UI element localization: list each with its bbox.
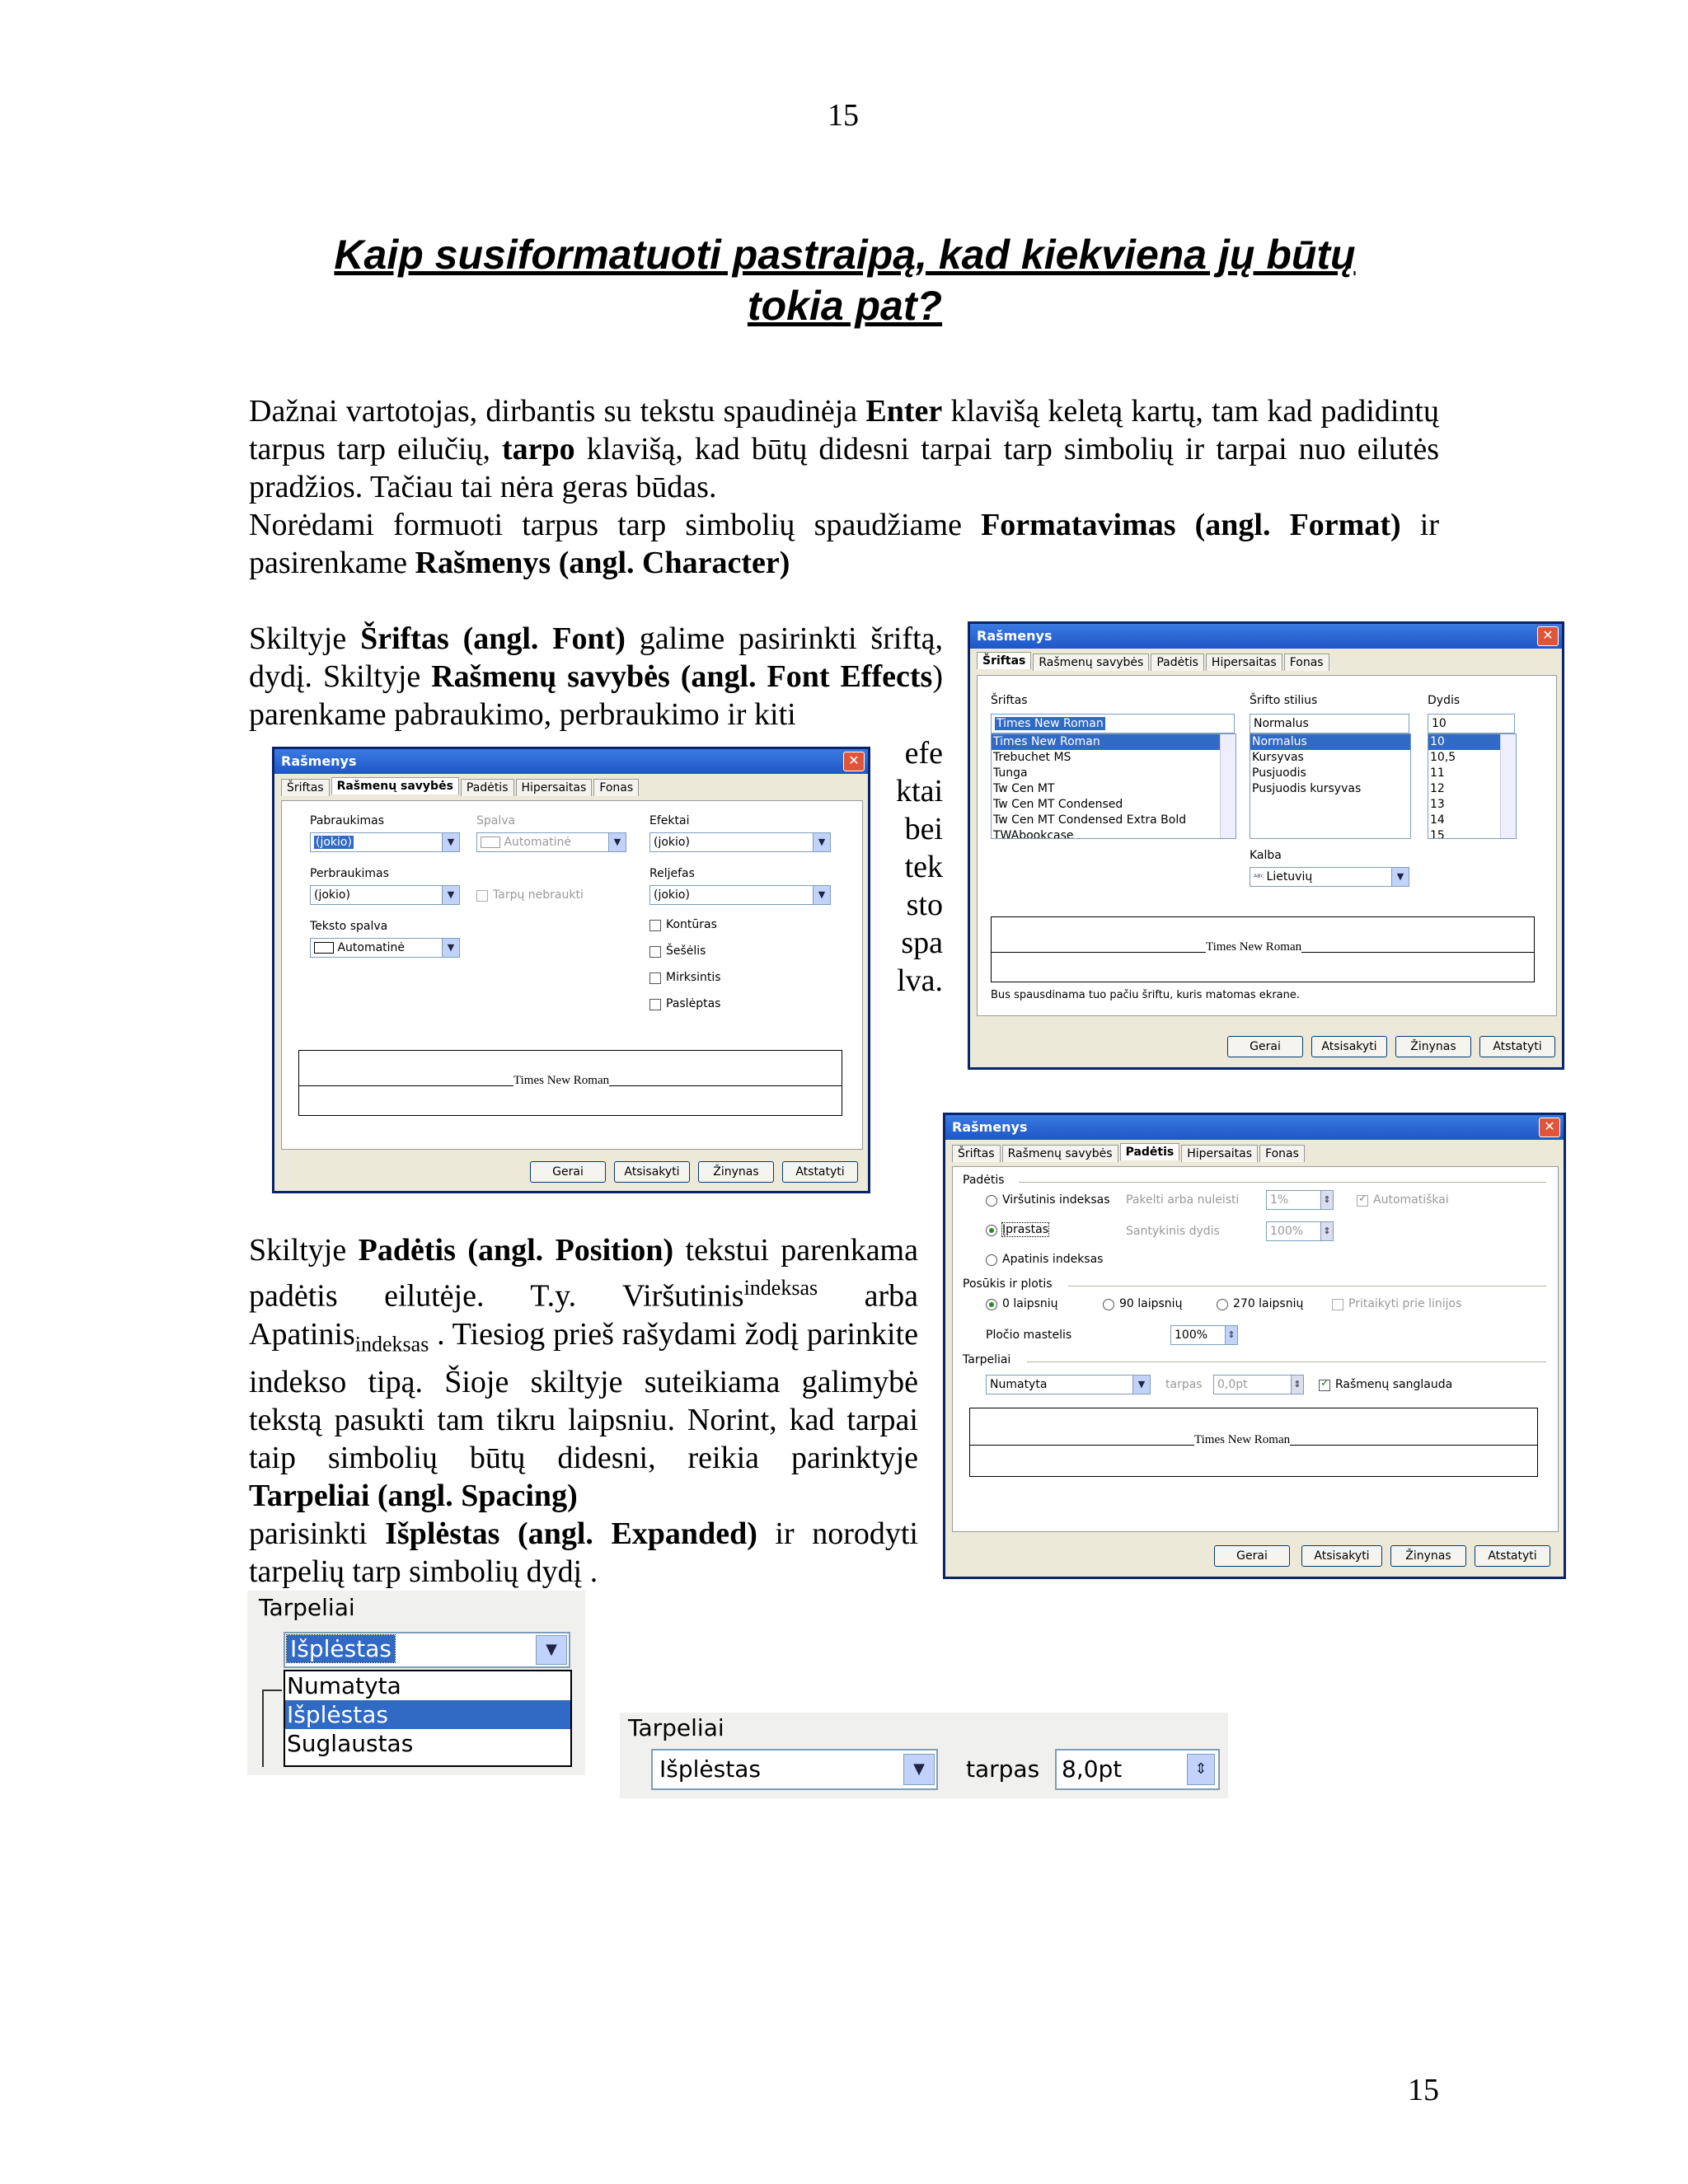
spacing-select[interactable] [651,1749,938,1790]
intro-text: klavišą, kad būtų didesni tarpai tarp simbolių ir tarpai nuo eilutės pradžios. Tačiau tai nėra geras būdas. [249,432,1439,504]
color-value: Automatinė [504,836,572,849]
font-style-input[interactable] [1250,714,1409,733]
dialog-tabs [945,1140,1564,1162]
size-label: Dydis [1428,694,1461,707]
tab-panel [952,1166,1559,1532]
outline-label: Kontūras [666,918,717,931]
printer-note: Bus spausdinama tuo pačiu šriftu, kuris matomas ekrane. [991,989,1301,1001]
chevron-down-icon[interactable]: ▼ [1132,1376,1150,1394]
no-spaces-checkbox[interactable] [476,890,488,902]
list-item[interactable]: Tunga [993,766,1028,780]
tab-font[interactable]: Šriftas [977,652,1031,669]
character-menu-term: Rašmenys (angl. Character) [415,546,790,580]
fit-line-checkbox[interactable] [1332,1299,1343,1310]
list-item[interactable]: 10 [1428,734,1516,750]
spacing-select[interactable] [284,1632,570,1668]
list-item[interactable]: TWAbookcase [993,829,1074,839]
superscript-radio[interactable] [986,1195,997,1207]
spacing-value-snippet [620,1713,1228,1798]
list-item[interactable]: 13 [1430,798,1445,811]
raise-lower-spin[interactable] [1266,1190,1334,1210]
position-section-paragraph [249,1231,918,1591]
tab-panel [977,675,1557,1016]
tab-hyperlink[interactable]: Hipersaitas [1181,1145,1258,1162]
dialog-titlebar [945,1115,1564,1140]
color-swatch [314,942,334,954]
subscript-label: Apatinis indeksas [1002,1253,1104,1266]
reset-button[interactable]: Atstatyti [782,1161,858,1183]
scale-width-value: 100% [1175,1329,1208,1342]
abc-icon: ᴬᴮᶜ [1254,874,1267,883]
shadow-label: Šešėlis [666,944,706,958]
color-label: Spalva [476,814,516,827]
dialog-titlebar [274,749,868,774]
dialog-titlebar [970,624,1562,649]
effects-select[interactable] [649,832,831,852]
effects-label: Efektai [649,814,690,827]
close-icon[interactable]: ✕ [1539,1118,1560,1137]
tab-font[interactable]: Šriftas [952,1145,1001,1162]
expanded-term: Išplėstas (angl. Expanded) [385,1516,757,1552]
list-item[interactable]: Pusjuodis [1252,766,1306,780]
preview-box [969,1408,1538,1477]
rotation-270-label: 270 laipsnių [1233,1297,1304,1310]
spacing-group-label: Tarpeliai [963,1353,1011,1366]
kerning-label: Rašmenų sanglauda [1335,1378,1453,1391]
wrap-line: spa [901,926,943,960]
language-label: Kalba [1250,849,1282,862]
help-button[interactable]: Žinynas [1390,1545,1466,1567]
underline-select[interactable] [310,832,460,852]
tab-font-effects[interactable]: Rašmenų savybės [331,777,459,794]
hidden-checkbox[interactable] [649,999,661,1010]
font-section-text: galime pasirinkti šriftą, dydį. Skiltyje [249,621,943,694]
position-text: Skiltyje [249,1233,359,1268]
format-text: ir pasirenkame [249,508,1440,580]
hidden-label: Paslėptas [666,997,721,1010]
preview-text: Times New Roman [1206,940,1302,954]
position-text: . Tiesiog prieš rašydami žodį parinkite indekso tipą. Šioje skiltyje suteikiama galimybė tekstą pasukti tam tikru laipsniu. Norint, kad tarpai taip simbolių būtų didesni, reikia parinktyje [249,1316,918,1476]
list-item[interactable]: Išplėstas [285,1700,570,1729]
space-key-term: tarpo [502,432,575,466]
position-text: tekstui parenkama padėtis eilutėje. T.y. Viršutinis [249,1233,918,1314]
chevron-down-icon[interactable]: ▼ [442,939,459,957]
tab-position[interactable]: Padėtis [1120,1143,1180,1160]
footer-page-number: 15 [1408,2073,1439,2107]
list-item[interactable]: Numatyta [287,1672,401,1699]
font-section-paragraph [249,620,943,733]
intro-paragraph [249,392,1439,506]
size-list[interactable] [1428,733,1517,839]
tab-panel [281,800,863,1150]
divider [262,1690,264,1767]
font-list[interactable] [991,733,1236,839]
tab-background[interactable]: Fonas [1259,1145,1305,1162]
page-title [247,229,1442,331]
font-section-text: Skiltyje [249,621,361,656]
no-spaces-label: Tarpų nebraukti [493,888,584,902]
tab-font-effects[interactable]: Rašmenų savybės [1033,654,1149,671]
position-tab-term: Padėtis (angl. Position) [358,1233,674,1268]
wrap-line: ktai [896,774,943,808]
list-item[interactable]: Suglaustas [287,1730,414,1757]
list-item[interactable]: 12 [1430,782,1445,795]
ok-button[interactable]: Gerai [1214,1545,1290,1567]
relief-value: (jokio) [654,888,690,902]
blinking-label: Mirksintis [666,971,721,984]
spacing-by-value: 8,0pt [1062,1755,1123,1783]
relative-size-spin[interactable] [1266,1221,1334,1241]
enter-key-term: Enter [865,394,943,429]
position-text: ir norodyti tarpelių tarp simbolių dydį . [249,1516,918,1590]
close-icon[interactable]: ✕ [843,752,865,771]
chevron-down-icon[interactable]: ▼ [536,1635,567,1665]
blinking-checkbox[interactable] [649,972,661,984]
intro-text: klavišą keletą kartų, tam kad padidintų tarpus tarp eilučių, [249,394,1439,466]
spin-icon[interactable]: ⇕ [1187,1754,1215,1785]
close-icon[interactable]: ✕ [1537,626,1559,646]
normal-radio[interactable] [986,1225,997,1236]
spacing-value: Išplėstas [659,1755,761,1783]
kerning-checkbox[interactable]: ✓ [1320,1377,1329,1390]
style-list[interactable] [1250,733,1411,839]
rotation-0-label: 0 laipsnių [1002,1297,1058,1310]
scale-width-spin[interactable] [1170,1325,1238,1345]
normal-label: Įprastas [1002,1223,1049,1236]
rotation-270-radio[interactable] [1217,1299,1228,1310]
preview-box [991,916,1535,982]
auto-label: Automatiškai [1373,1193,1449,1207]
rotation-0-radio[interactable] [986,1299,997,1310]
ok-button[interactable]: Gerai [530,1161,606,1183]
relief-label: Reljefas [649,867,695,880]
spacing-value: Numatyta [990,1378,1048,1391]
relief-select[interactable] [649,885,831,905]
wrap-line: tek [904,850,943,884]
tab-hyperlink[interactable]: Hipersaitas [516,779,593,796]
tab-position[interactable]: Padėtis [461,779,514,796]
text-color-label: Teksto spalva [310,920,388,933]
text-color-select[interactable] [310,938,460,958]
style-label: Šrifto stilius [1250,694,1318,707]
divider [262,1690,282,1691]
spacing-group-label: Tarpeliai [628,1714,724,1741]
cancel-button[interactable]: Atsisakyti [1301,1545,1382,1567]
font-section-text: ) parenkame pabraukimo, perbraukimo ir kiti [249,659,943,732]
preview-text: Times New Roman [513,1074,610,1087]
format-paragraph [249,506,1439,582]
text-color-value: Automatinė [337,941,406,954]
help-button[interactable]: Žinynas [1395,1036,1471,1057]
divider [1019,1182,1546,1183]
font-name-input[interactable] [991,714,1235,733]
raise-lower-value: 1% [1270,1193,1289,1207]
spin-icon[interactable]: ⇕ [1225,1326,1237,1344]
font-name-value: Times New Roman [996,717,1104,730]
dialog-title: Rašmenys [281,753,357,769]
wrap-line: bei [904,812,943,846]
effects-value: (jokio) [654,836,690,849]
list-item[interactable]: Times New Roman [992,734,1236,750]
position-group-label: Padėtis [963,1174,1005,1187]
intro-text: Dažnai vartotojas, dirbantis su tekstu spaudinėja [249,394,866,429]
spacing-select[interactable] [986,1375,1151,1394]
relative-size-value: 100% [1270,1225,1304,1238]
outline-checkbox[interactable] [649,920,661,931]
chevron-down-icon[interactable]: ▼ [608,833,626,851]
dialog-tabs [274,774,868,796]
chevron-down-icon[interactable]: ▼ [813,833,830,851]
font-label: Šriftas [991,694,1028,707]
ok-button[interactable]: Gerai [1227,1036,1303,1057]
wrap-line: efe [904,736,943,771]
title-line-1: Kaip susiformatuoti pastraipą, kad kiekviena jų būtų [334,232,1356,278]
color-swatch [481,837,500,848]
cancel-button[interactable]: Atsisakyti [1311,1036,1387,1057]
language-value: Lietuvių [1266,870,1313,883]
list-item[interactable]: 14 [1430,813,1445,827]
position-text: arba Apatinis [249,1278,918,1352]
font-tab-term: Šriftas (angl. Font) [360,621,626,656]
scrollbar[interactable] [1220,734,1236,838]
font-size-value: 10 [1432,717,1447,730]
scrollbar[interactable] [1500,734,1516,838]
list-item[interactable]: Trebuchet MS [993,751,1071,764]
spin-icon[interactable]: ⇕ [1320,1191,1333,1209]
language-select[interactable] [1250,867,1409,887]
spacing-by-label: tarpas [1165,1378,1203,1391]
rotation-90-radio[interactable] [1103,1299,1114,1310]
spacing-by-spin[interactable] [1055,1749,1220,1790]
spin-icon[interactable]: ⇕ [1320,1222,1333,1240]
wrapped-text-column [890,734,943,1000]
spacing-dropdown-snippet [247,1591,585,1775]
dialog-title: Rašmenys [952,1119,1028,1135]
spin-icon[interactable]: ⇕ [1291,1376,1303,1394]
list-item[interactable]: Pusjuodis kursyvas [1252,782,1362,795]
header-page-number: 15 [828,98,859,133]
subscript-radio[interactable] [986,1254,997,1266]
chevron-down-icon[interactable]: ▼ [1391,868,1409,886]
tab-hyperlink[interactable]: Hipersaitas [1206,654,1282,671]
reset-button[interactable]: Atstatyti [1479,1036,1555,1057]
chevron-down-icon[interactable]: ▼ [442,886,459,904]
preview-box [298,1050,842,1116]
underline-label: Pabraukimas [310,814,384,827]
wrap-line: lva. [897,963,943,998]
format-menu-term: Formatavimas (angl. Format) [981,508,1401,542]
list-item[interactable]: Tw Cen MT Condensed Extra Bold [993,813,1187,827]
list-item[interactable]: Kursyvas [1252,751,1304,764]
raise-lower-label: Pakelti arba nuleisti [1126,1193,1240,1207]
strikethrough-select[interactable] [310,885,460,905]
auto-checkbox[interactable]: ✓ [1358,1193,1367,1205]
help-button[interactable]: Žinynas [698,1161,774,1183]
dialog-title: Rašmenys [977,628,1053,644]
reset-button[interactable]: Atstatyti [1475,1545,1550,1567]
chevron-down-icon[interactable]: ▼ [813,886,830,904]
chevron-down-icon[interactable]: ▼ [442,833,459,851]
tab-font[interactable]: Šriftas [281,779,330,796]
spacing-group-label: Tarpeliai [259,1594,355,1621]
tab-position[interactable]: Padėtis [1151,654,1204,671]
cancel-button[interactable]: Atsisakyti [614,1161,690,1183]
spacing-by-value: 0,0pt [1217,1378,1248,1391]
font-style-value: Normalus [1254,717,1309,730]
divider [1027,1361,1546,1362]
underline-value: (jokio) [316,836,352,849]
superscript-example: indeksas [743,1276,818,1300]
subscript-example: indeksas [354,1332,429,1357]
list-item[interactable]: 11 [1430,766,1445,780]
wrap-line: sto [906,888,943,922]
title-line-2: tokia pat? [747,283,943,329]
list-item[interactable]: 15 [1430,829,1445,839]
tab-background[interactable]: Fonas [1284,654,1329,671]
superscript-label: Viršutinis indeksas [1002,1193,1110,1207]
character-dialog-font [968,621,1564,1070]
list-item[interactable]: 10,5 [1430,751,1456,764]
font-size-input[interactable] [1428,714,1515,733]
dialog-tabs [970,649,1562,671]
spacing-by-spin[interactable] [1213,1375,1304,1394]
spacing-term: Tarpeliai (angl. Spacing) [249,1479,578,1514]
list-item[interactable]: Tw Cen MT Condensed [993,798,1123,811]
preview-text: Times New Roman [1194,1433,1291,1446]
format-text: Norėdami formuoti tarpus tarp simbolių spaudžiame [249,508,982,542]
relative-size-label: Santykinis dydis [1126,1225,1220,1238]
rotation-90-label: 90 laipsnių [1119,1297,1183,1310]
font-effects-term: Rašmenų savybės (angl. Font Effects [431,659,933,694]
strikethrough-label: Perbraukimas [310,867,389,880]
strikethrough-value: (jokio) [314,888,350,902]
list-item[interactable]: Tw Cen MT [993,782,1055,795]
character-dialog-position [943,1113,1566,1579]
chevron-down-icon[interactable]: ▼ [903,1754,935,1785]
character-dialog-effects [272,747,870,1193]
position-text: parisinkti [249,1516,386,1552]
rotation-group-label: Posūkis ir plotis [963,1277,1053,1291]
spacing-selected-value: Išplėstas [287,1635,395,1662]
tab-font-effects[interactable]: Rašmenų savybės [1002,1145,1118,1162]
shadow-checkbox[interactable] [649,946,661,958]
fit-line-label: Pritaikyti prie linijos [1348,1297,1462,1310]
spacing-by-label: tarpas [966,1755,1040,1783]
spacing-options-list[interactable] [284,1670,572,1767]
scale-width-label: Pločio mastelis [986,1329,1072,1342]
list-item[interactable]: Normalus [1250,734,1410,750]
tab-background[interactable]: Fonas [593,779,639,796]
underline-color-select[interactable] [476,832,626,852]
